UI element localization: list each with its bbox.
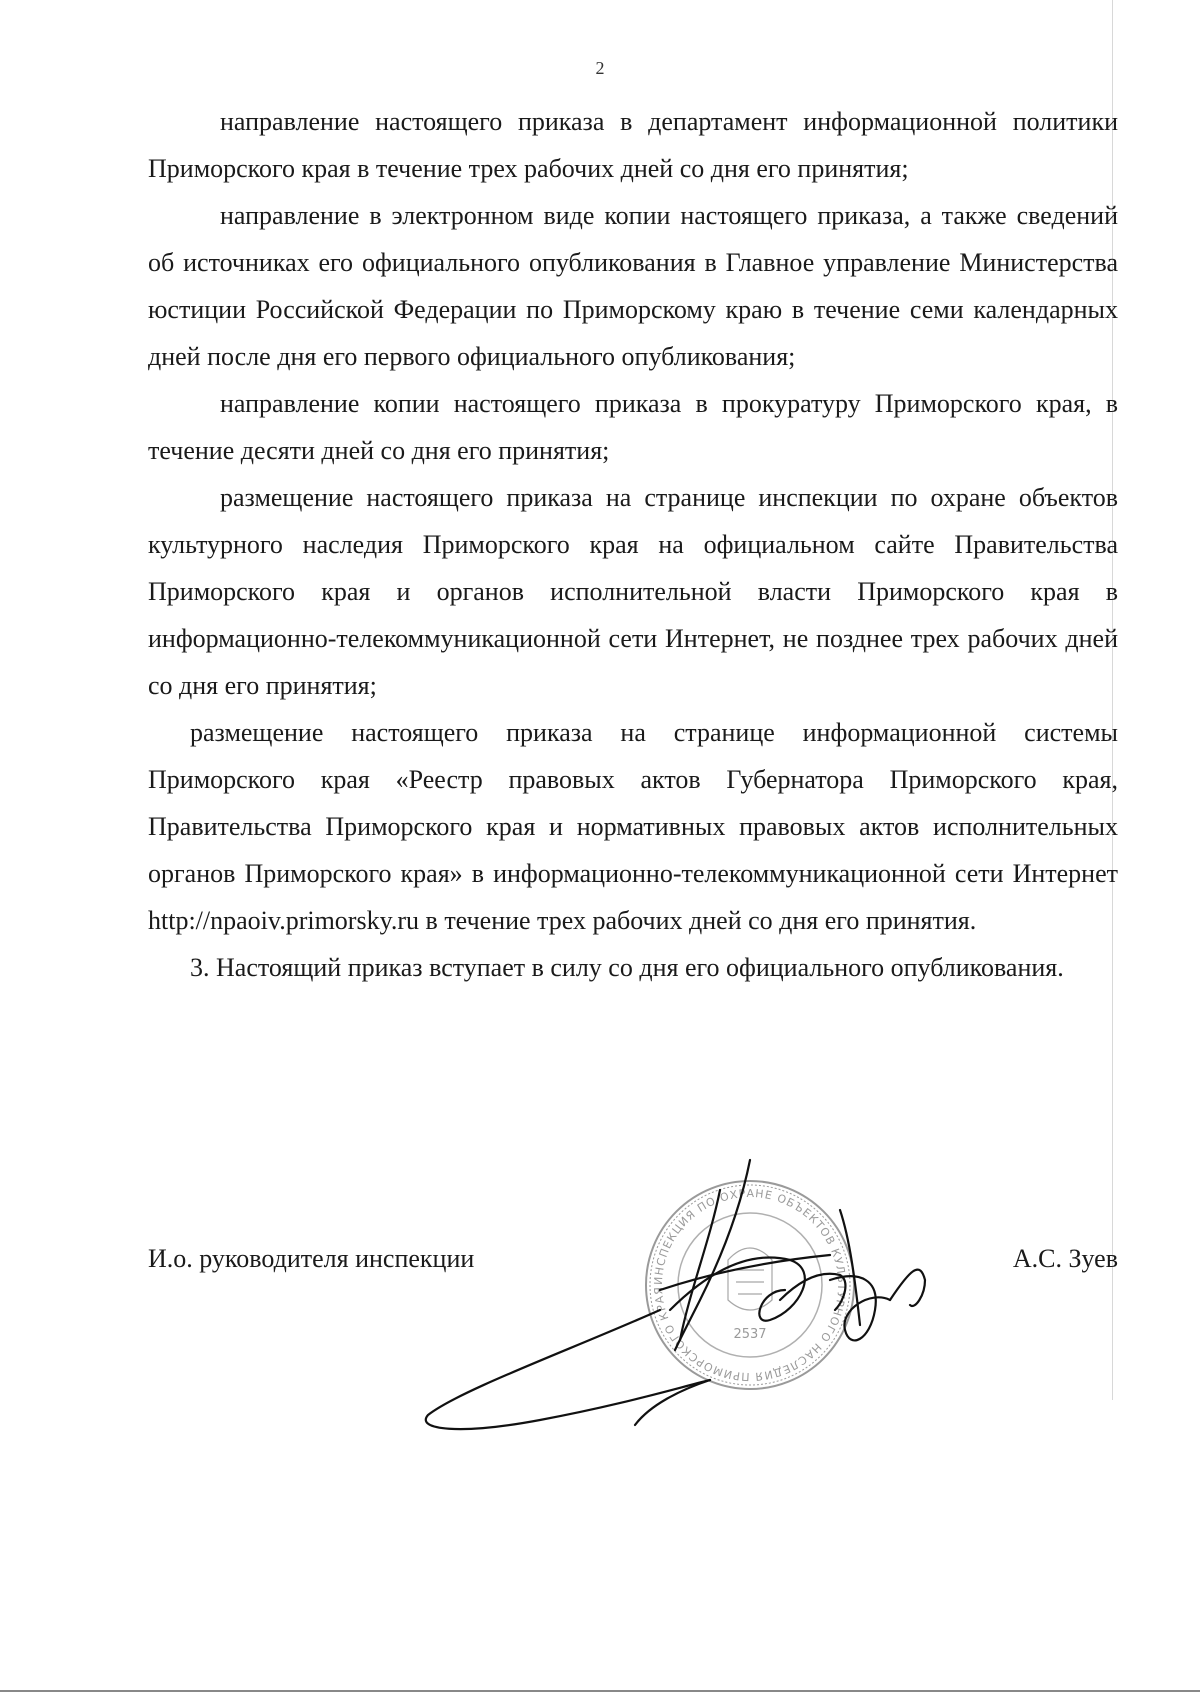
paragraph-info-policy: направление настоящего приказа в департамент информационной политики Приморского края в течение трех рабочих дней со дня его принятия; xyxy=(148,107,1118,183)
page-bottom-edge xyxy=(0,1690,1200,1692)
signer-title: И.о. руководителя инспекции xyxy=(148,1244,475,1273)
page-number: 2 xyxy=(595,58,605,78)
signer-name: А.С. Зуев xyxy=(1012,1244,1118,1273)
seal-number: 2537 xyxy=(733,1327,767,1342)
paragraph-website: размещение настоящего приказа на странице инспекции по охране объектов культурного наследия Приморского края на официальном сайте Правительства Приморского края и органов исполнительной власти Приморского края в информационно-телекоммуникационной сети Интернет, не позднее трех рабочих дней со дня его принятия; xyxy=(148,483,1118,700)
document-body xyxy=(148,98,1118,991)
paragraph-prosecutor: направление копии настоящего приказа в прокуратуру Приморского края, в течение десяти дней со дня его принятия; xyxy=(148,389,1118,465)
paragraph-effective-date: 3. Настоящий приказ вступает в силу со дня его официального опубликования. xyxy=(190,953,1064,982)
seal-outer-text: ИНСПЕКЦИЯ ПО ОХРАНЕ ОБЪЕКТОВ КУЛЬТУРНОГО НАСЛЕДИЯ ПРИМОРСКОГО КРАЯ xyxy=(651,1186,849,1384)
paragraph-registry: размещение настоящего приказа на странице информационной системы Приморского края «Реестр правовых актов Губернатора Приморского края, Правительства Приморского края и нормативных правовых актов исполнительных органов Приморского края» в информационно-телекоммуникационной сети Интернет http://npaoiv.primorsky.ru в течение трех рабочих дней со дня его принятия. xyxy=(148,718,1118,935)
paragraph-ministry-justice: направление в электронном виде копии настоящего приказа, а также сведений об источниках его официального опубликования в Главное управление Министерства юстиции Российской Федерации по Приморскому краю в течение семи календарных дней после дня его первого официального опубликования; xyxy=(148,201,1118,371)
handwritten-signature xyxy=(420,1150,1020,1450)
